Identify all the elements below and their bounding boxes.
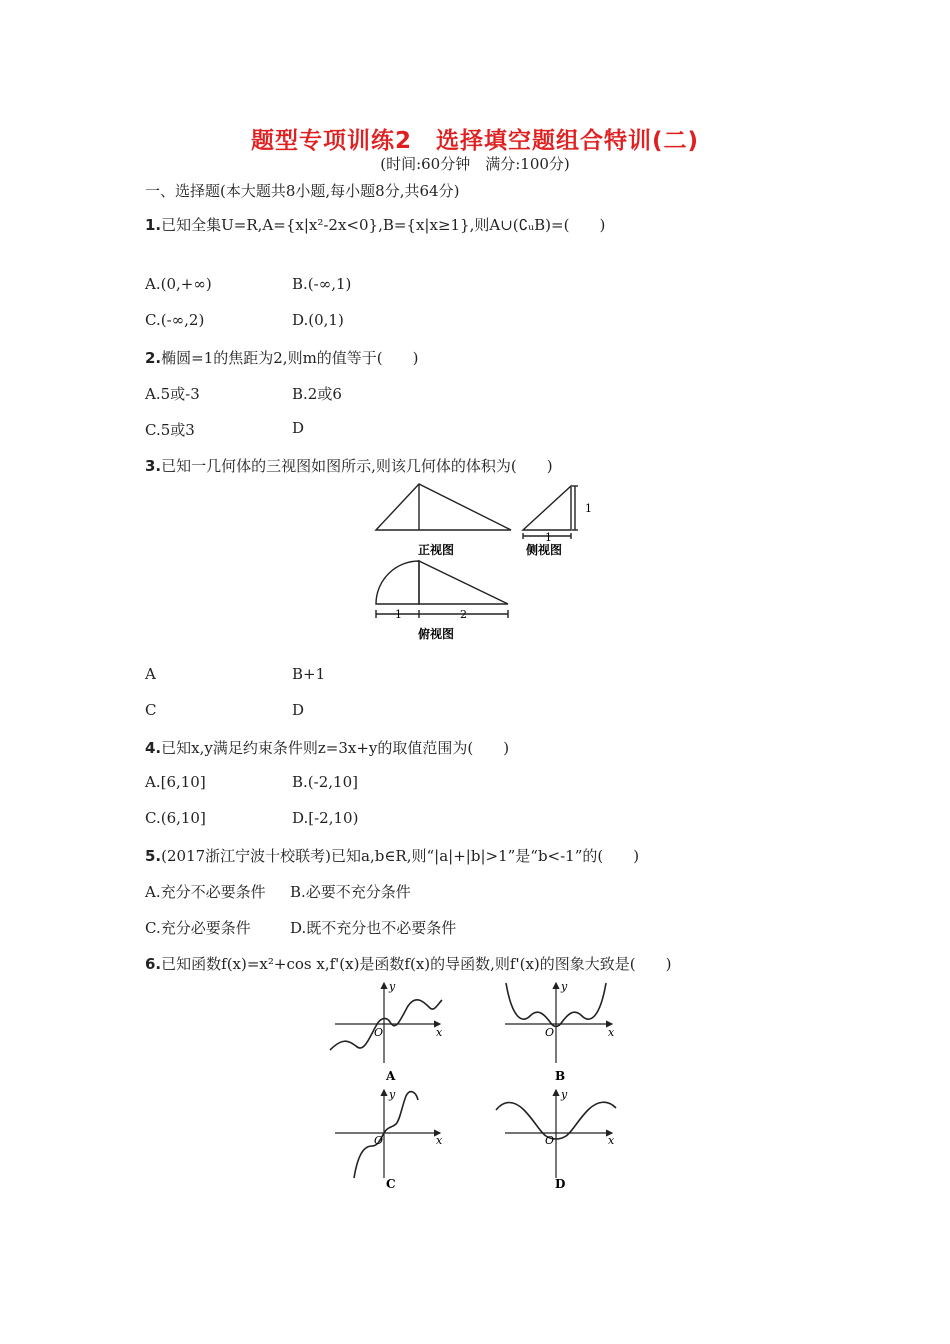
question-4 (145, 737, 509, 758)
origin-label: O (374, 1134, 384, 1147)
graph-b (505, 983, 612, 1063)
three-view-figure (360, 478, 590, 643)
y-axis-label: y (389, 1088, 396, 1101)
side-view-shape (523, 486, 571, 530)
top-view-label: 俯视图 (418, 627, 455, 641)
question-stem: (2017浙江宁波十校联考)已知a,b∈R,则“|a|+|b|>1”是“b<-1”的( ) (161, 847, 640, 865)
option: C.充分必要条件 (145, 919, 251, 937)
graph-b-label: B (555, 1069, 566, 1083)
question-number: 5. (145, 847, 162, 865)
graph-a (330, 983, 442, 1063)
question-stem: 已知函数f(x)=x²+cos x,f'(x)是函数f(x)的导函数,则f'(x)的图象大致是( ) (161, 955, 672, 973)
y-axis-label: y (561, 1088, 568, 1101)
question-3 (145, 455, 553, 476)
origin-label: O (374, 1026, 384, 1039)
option: A.5或-3 (145, 385, 200, 403)
question-stem: 已知一几何体的三视图如图所示,则该几何体的体积为( ) (161, 457, 553, 475)
question-6 (145, 953, 671, 974)
top-view-arc (376, 561, 419, 604)
question-number: 1. (145, 216, 162, 234)
option: C (145, 701, 157, 719)
front-view-shape (376, 484, 511, 530)
x-axis-label: x (608, 1134, 615, 1147)
option: B+1 (292, 665, 326, 683)
origin-label: O (545, 1026, 555, 1039)
option: D (292, 419, 305, 437)
side-width-label: 1 (545, 531, 552, 544)
option: D.(0,1) (292, 311, 344, 329)
option: C.5或3 (145, 421, 195, 439)
question-stem: 已知x,y满足约束条件则z=3x+y的取值范围为( ) (161, 739, 510, 757)
option: B.必要不充分条件 (290, 883, 411, 901)
section-heading: 一、选择题(本大题共8小题,每小题8分,共64分) (145, 182, 460, 200)
question-number: 2. (145, 349, 162, 367)
question-number: 3. (145, 457, 162, 475)
option: B.(-2,10] (292, 773, 358, 791)
option: A.充分不必要条件 (145, 883, 266, 901)
question-number: 4. (145, 739, 162, 757)
graph-c-label: C (386, 1177, 396, 1191)
question-stem: 椭圆=1的焦距为2,则m的值等于( ) (161, 349, 419, 367)
page-title: 题型专项训练2 选择填空题组合特训(二) (250, 128, 700, 154)
x-axis-label: x (608, 1026, 615, 1039)
x-axis-label: x (436, 1134, 443, 1147)
page-subtitle: (时间:60分钟 满分:100分) (380, 155, 570, 173)
x-axis-label: x (436, 1026, 443, 1039)
top-length-label: 2 (460, 608, 467, 621)
y-axis-label: y (561, 980, 568, 993)
graph-c (335, 1090, 440, 1178)
top-view-triangle (419, 561, 508, 604)
top-radius-label: 1 (395, 608, 402, 621)
question-number: 6. (145, 955, 162, 973)
option: D.既不充分也不必要条件 (290, 919, 457, 937)
option: C.(6,10] (145, 809, 206, 827)
origin-label: O (545, 1134, 555, 1147)
question-5 (145, 845, 639, 866)
side-view-label: 侧视图 (526, 543, 563, 557)
option: B.(-∞,1) (292, 275, 352, 293)
graph-a-label: A (386, 1069, 396, 1083)
y-axis-label: y (389, 980, 396, 993)
option: A.(0,+∞) (145, 275, 212, 293)
question-1 (145, 214, 605, 235)
option: D.[-2,10) (292, 809, 359, 827)
option: B.2或6 (292, 385, 342, 403)
option: A (145, 665, 156, 683)
option: D (292, 701, 305, 719)
question-2 (145, 347, 419, 368)
side-height-label: 1 (585, 502, 592, 515)
derivative-graphs (320, 978, 630, 1193)
option: A.[6,10] (145, 773, 206, 791)
front-view-label: 正视图 (418, 543, 455, 557)
graph-d-label: D (555, 1177, 566, 1191)
question-stem: 已知全集U=R,A={x|x²-2x<0},B={x|x≥1},则A∪(∁ᵤB)=( ) (161, 216, 606, 234)
graph-d (496, 1090, 616, 1178)
option: C.(-∞,2) (145, 311, 205, 329)
